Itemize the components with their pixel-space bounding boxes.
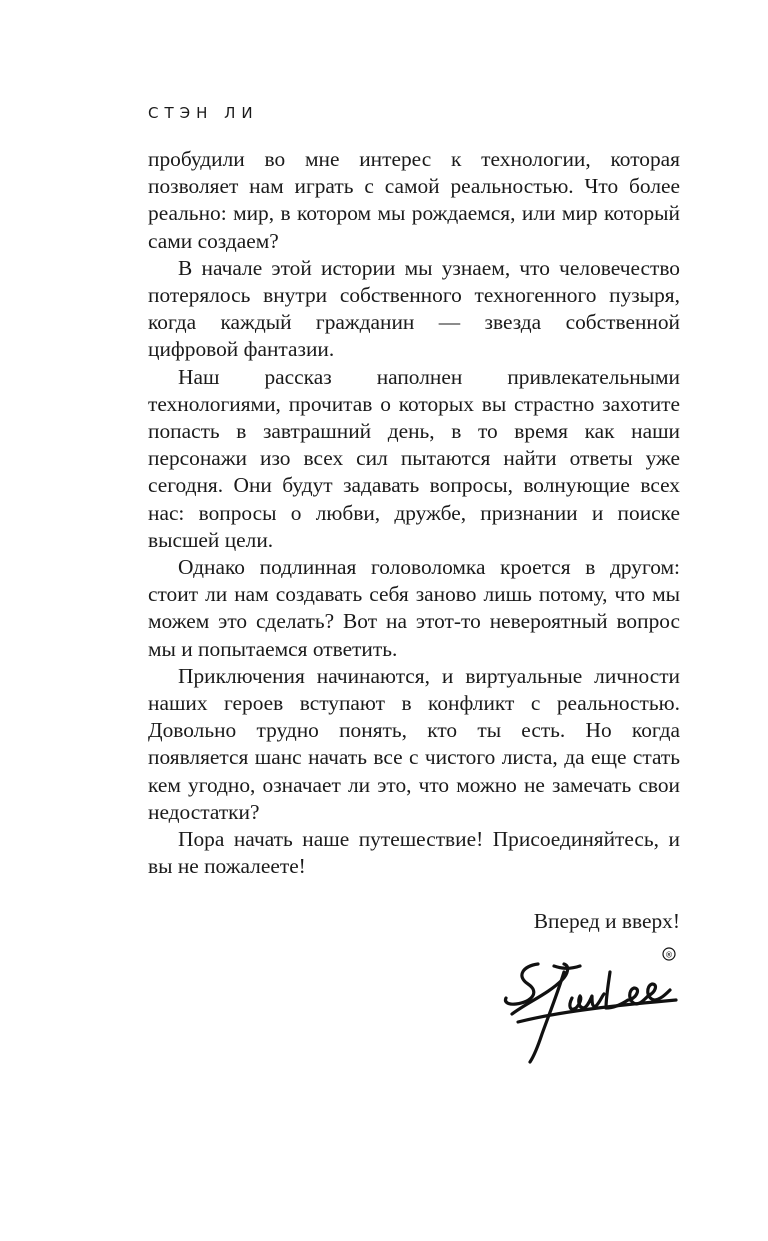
signature-graphic: [498, 942, 688, 1072]
paragraph-1: пробудили во мне интерес к технологии, которая позволяет нам играть с самой реальностью. Что более реально: мир, в котором мы рождаемся, или мир который сами создаем?: [148, 147, 680, 253]
paragraph-3: Наш рассказ наполнен привлекательными технологиями, прочитав о которых вы страстно захотите попасть в завтрашний день, в то время как наши персонажи изо всех сил пытаются найти ответы уже сегодня. Они будут задавать вопросы, волнующие всех нас: вопросы о любви, дружбе, признании и поиске высшей цели.: [148, 364, 680, 552]
closing-line: Вперед и вверх!: [533, 909, 680, 933]
registered-mark: [663, 948, 675, 960]
svg-text:®: ®: [665, 950, 673, 960]
signature: [498, 942, 688, 1072]
paragraph-6: Пора начать наше путешествие! Присоединяйтесь, и вы не пожалеете!: [148, 827, 680, 879]
paragraph-2: В начале этой истории мы узнаем, что человечество потерялось внутри собственного техногенного пузыря, когда каждый гражданин — звезда собственной цифровой фантазии.: [148, 255, 680, 362]
running-head: СТЭН ЛИ: [148, 104, 259, 122]
paragraph-4: Однако подлинная головоломка кроется в другом: стоит ли нам создавать себя заново лишь потому, что мы можем это сделать? Вот на этот-то невероятный вопрос мы и попытаемся ответить.: [148, 555, 680, 661]
body-text: [148, 146, 680, 880]
paragraph-5: Приключения начинаются, и виртуальные личности наших героев вступают в конфликт с реальностью. Довольно трудно понять, кто ты есть. Но когда появляется шанс начать все с чистого листа, да еще стать кем угодно, означает ли это, что можно не замечать свои недостатки?: [148, 663, 680, 824]
